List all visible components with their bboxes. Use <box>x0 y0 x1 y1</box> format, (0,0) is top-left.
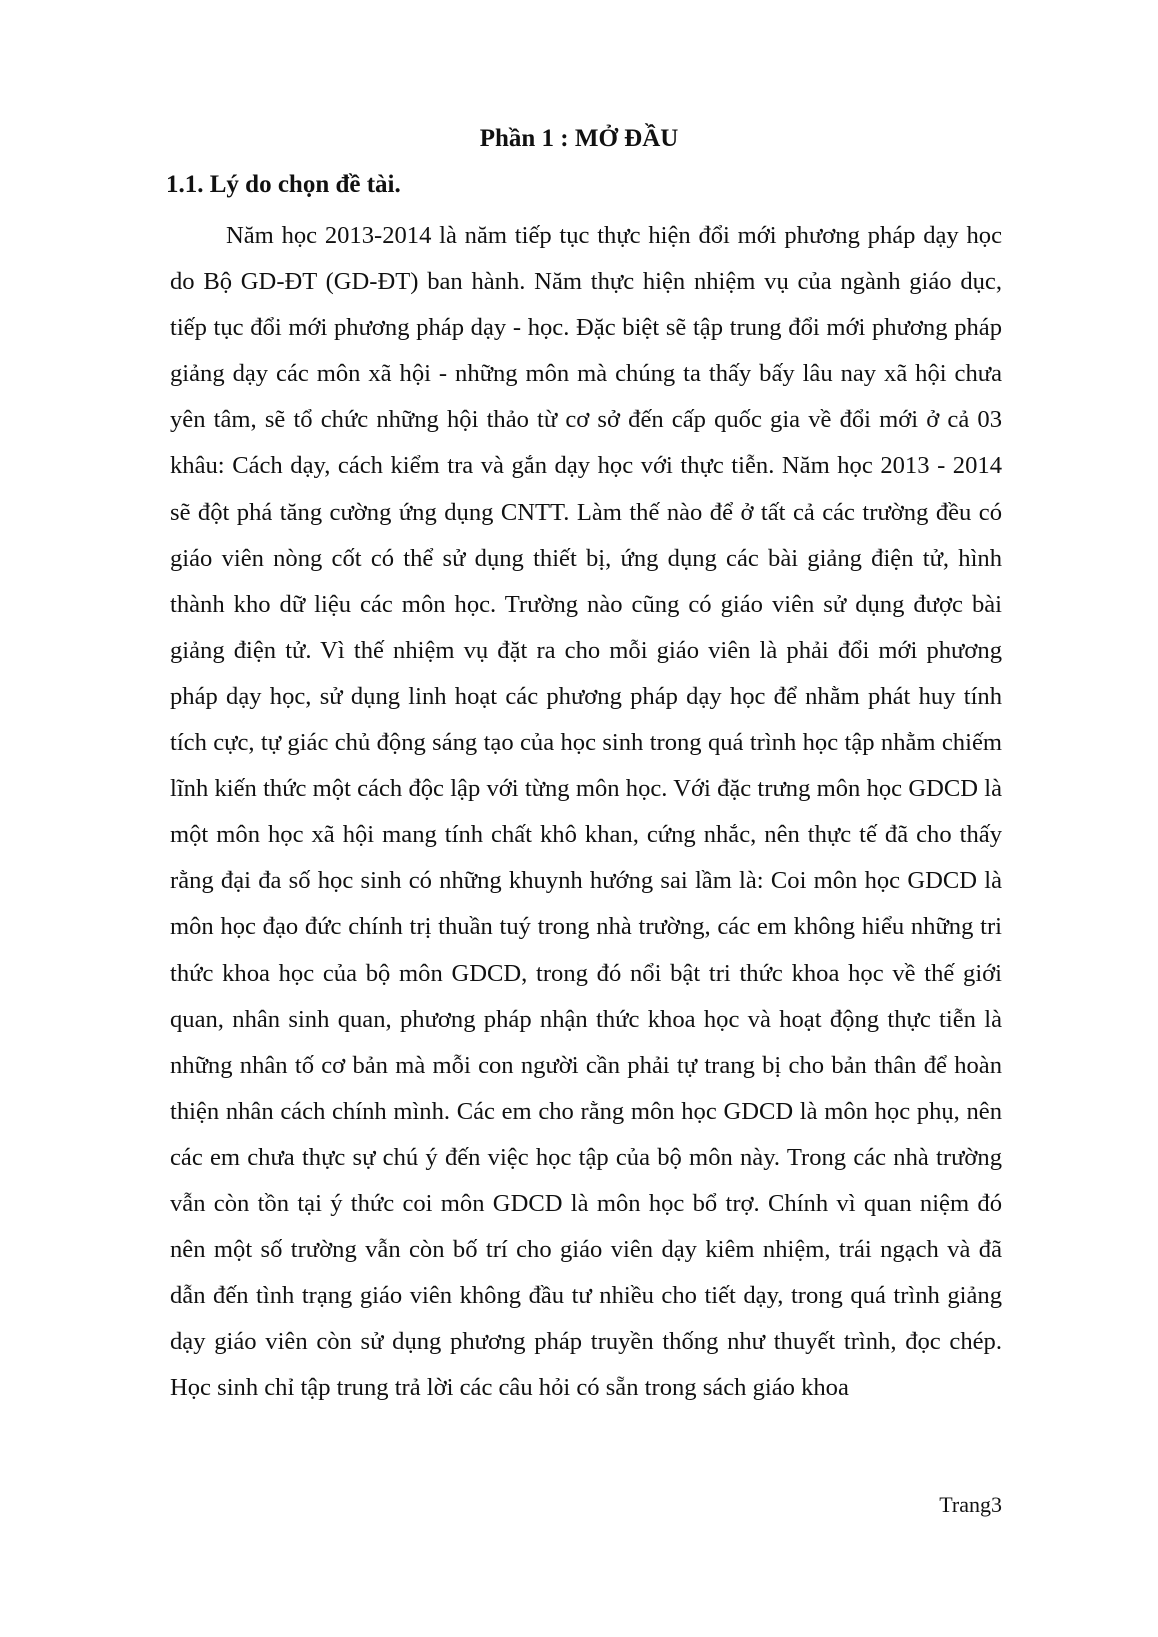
page-number: Trang3 <box>939 1492 1002 1517</box>
section-heading: 1.1. Lý do chọn đề tài. <box>166 171 401 198</box>
part-title: Phần 1 : MỞ ĐẦU <box>479 125 679 152</box>
body-paragraph: Năm học 2013-2014 là năm tiếp tục thực hiện đổi mới phương pháp dạy học do Bộ GD-ĐT (GD-ĐT) ban hành. Năm thực hiện nhiệm vụ của ngành giáo dục, tiếp tục đổi mới phương pháp dạy - học. Đặc biệt sẽ tập trung đổi mới phương pháp giảng dạy các môn xã hội - những môn mà chúng ta thấy bấy lâu nay xã hội chưa yên tâm, sẽ tổ chức những hội thảo từ cơ sở đến cấp quốc gia về đổi mới ở cả 03 khâu: Cách dạy, cách kiểm tra và gắn dạy học với thực tiễn. Năm học 2013 - 2014 sẽ đột phá tăng cường ứng dụng CNTT. Làm thế nào để ở tất cả các trường đều có giáo viên nòng cốt có thể sử dụng thiết bị, ứng dụng các bài giảng điện tử, hình thành kho dữ liệu các môn học. Trường nào cũng có giáo viên sử dụng được bài giảng điện tử. Vì thế nhiệm vụ đặt ra cho mỗi giáo viên là phải đổi mới phương pháp dạy học, sử dụng linh hoạt các phương pháp dạy học để nhằm phát huy tính tích cực, tự giác chủ động sáng tạo của học sinh trong quá trình học tập nhằm chiếm lĩnh kiến thức một cách độc lập với từng môn học. Với đặc trưng môn học GDCD là một môn học xã hội mang tính chất khô khan, cứng nhắc, nên thực tế đã cho thấy rằng đại đa số học sinh có những khuynh hướng sai lầm là: Coi môn học GDCD là môn học đạo đức chính trị thuần tuý trong nhà trường, các em không hiểu những tri thức khoa học của bộ môn GDCD, trong đó nổi bật tri thức khoa học về thế giới quan, nhân sinh quan, phương pháp nhận thức khoa học và hoạt động thực tiễn là những nhân tố cơ bản mà mỗi con người cần phải tự trang bị cho bản thân để hoàn thiện nhân cách chính mình. Các em cho rằng môn học GDCD là môn học phụ, nên các em chưa thực sự chú ý đến việc học tập của bộ môn này. Trong các nhà trường vẫn còn tồn tại ý thức coi môn GDCD là môn học bổ trợ. Chính vì quan niệm đó nên một số trường vẫn còn bố trí cho giáo viên dạy kiêm nhiệm, trái ngạch và đã dẫn đến tình trạng giáo viên không đầu tư nhiều cho tiết dạy, trong quá trình giảng dạy giáo viên còn sử dụng phương pháp truyền thống như thuyết trình, đọc chép. Học sinh chỉ tập trung trả lời các câu hỏi có sẵn trong sách giáo khoa <box>170 222 1002 1402</box>
